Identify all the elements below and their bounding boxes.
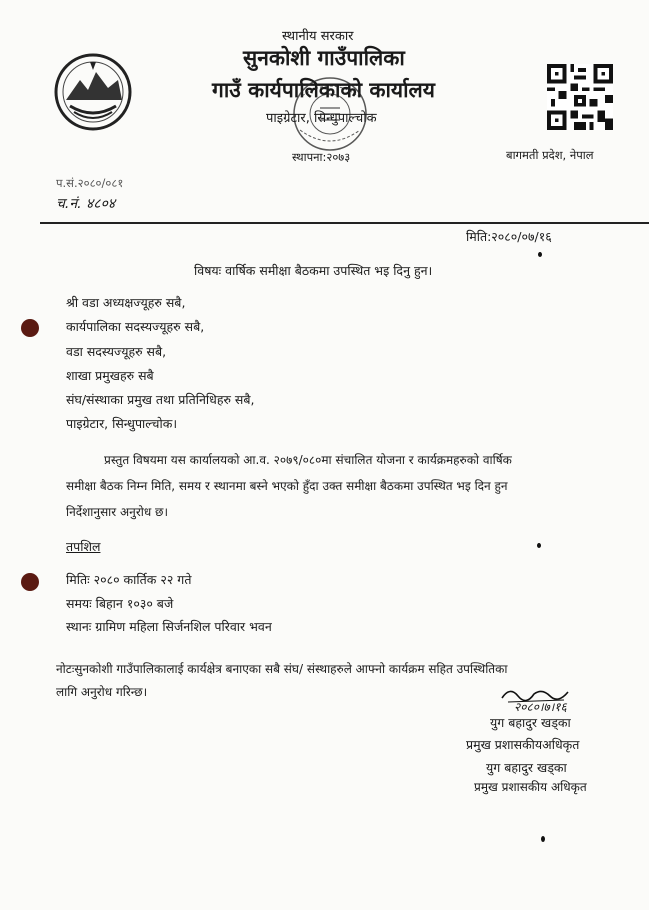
letter-subject: विषयः वार्षिक समीक्षा बैठकमा उपस्थित भइ दिनु हुन। <box>194 263 433 278</box>
officer-title: प्रमुख प्रशासकीयअधिकृत <box>466 737 580 752</box>
details-heading: तपशिल <box>66 539 101 554</box>
punch-hole <box>21 319 39 337</box>
qr-code-icon <box>546 64 614 130</box>
ink-speck <box>541 836 545 842</box>
note-line: लागि अनुरोध गरिन्छ। <box>56 685 148 699</box>
recipient-line: कार्यपालिका सदस्यज्यूहरु सबै, <box>66 319 205 334</box>
recipient-line: संघ/संस्थाका प्रमुख तथा प्रतिनिधिहरु सबै, <box>66 392 255 407</box>
office-seal-stamp <box>290 74 370 154</box>
stamp-title: प्रमुख प्रशासकीय अधिकृत <box>474 780 587 794</box>
recipient-line: वडा सदस्यज्यूहरु सबै, <box>66 344 167 359</box>
body-line: प्रस्तुत विषयमा यस कार्यालयको आ.व. २०७९/०८०मा संचालित योजना र कार्यक्रमहरुको वार्षिक <box>104 453 512 467</box>
letter-date: मिति:२०८०/०७/१६ <box>466 229 552 244</box>
detail-line: मितिः २०८० कार्तिक २२ गते <box>66 572 192 587</box>
detail-line: स्थानः ग्रामिण महिला सिर्जनशिल परिवार भवन <box>66 619 272 634</box>
province-text: बागमती प्रदेश, नेपाल <box>506 148 594 162</box>
municipality-name: सुनकोशी गाउँपालिका <box>243 46 405 70</box>
reference-number: प.सं.२०८०/०८१ <box>56 176 124 190</box>
office-name: गाउँ कार्यपालिकाको कार्यालय <box>212 78 435 102</box>
recipient-line: पाइग्रेटार, सिन्धुपाल्चोक। <box>66 416 178 431</box>
office-location: पाइग्रेटार, सिन्धुपाल्चोक <box>266 111 377 126</box>
recipient-line: शाखा प्रमुखहरु सबै <box>66 368 154 383</box>
punch-hole <box>21 573 39 591</box>
established-year: स्थापना:२०७३ <box>292 150 351 164</box>
gov-level-text: स्थानीय सरकार <box>282 29 354 44</box>
nepal-emblem-icon <box>52 50 134 134</box>
recipient-line: श्री वडा अध्यक्षज्यूहरु सबै, <box>66 295 186 310</box>
header-divider <box>40 222 649 224</box>
body-line: निर्देशानुसार अनुरोध छ। <box>66 505 169 519</box>
ink-speck <box>537 543 541 548</box>
body-line: समीक्षा बैठक निम्न मिति, समय र स्थानमा बस्ने भएको हुँदा उक्त समीक्षा बैठकमा उपस्थित भइ दिन हुन <box>66 479 508 493</box>
detail-line: समयः बिहान १०३० बजे <box>66 596 174 611</box>
note-line: नोटःसुनकोशी गाउँपालिकालाई कार्यक्षेत्र बनाएका सबै संघ/ संस्थाहरुले आफ्नो कार्यक्रम सहित उपस्थितिका <box>56 662 508 676</box>
officer-name: युग बहादुर खड्का <box>490 715 571 730</box>
dispatch-number: च.नं. ४८०४ <box>56 196 116 212</box>
handwritten-date: २०८०।७।१६ <box>514 700 567 714</box>
ink-speck <box>538 252 542 257</box>
stamp-name: युग बहादुर खड्का <box>486 760 567 775</box>
